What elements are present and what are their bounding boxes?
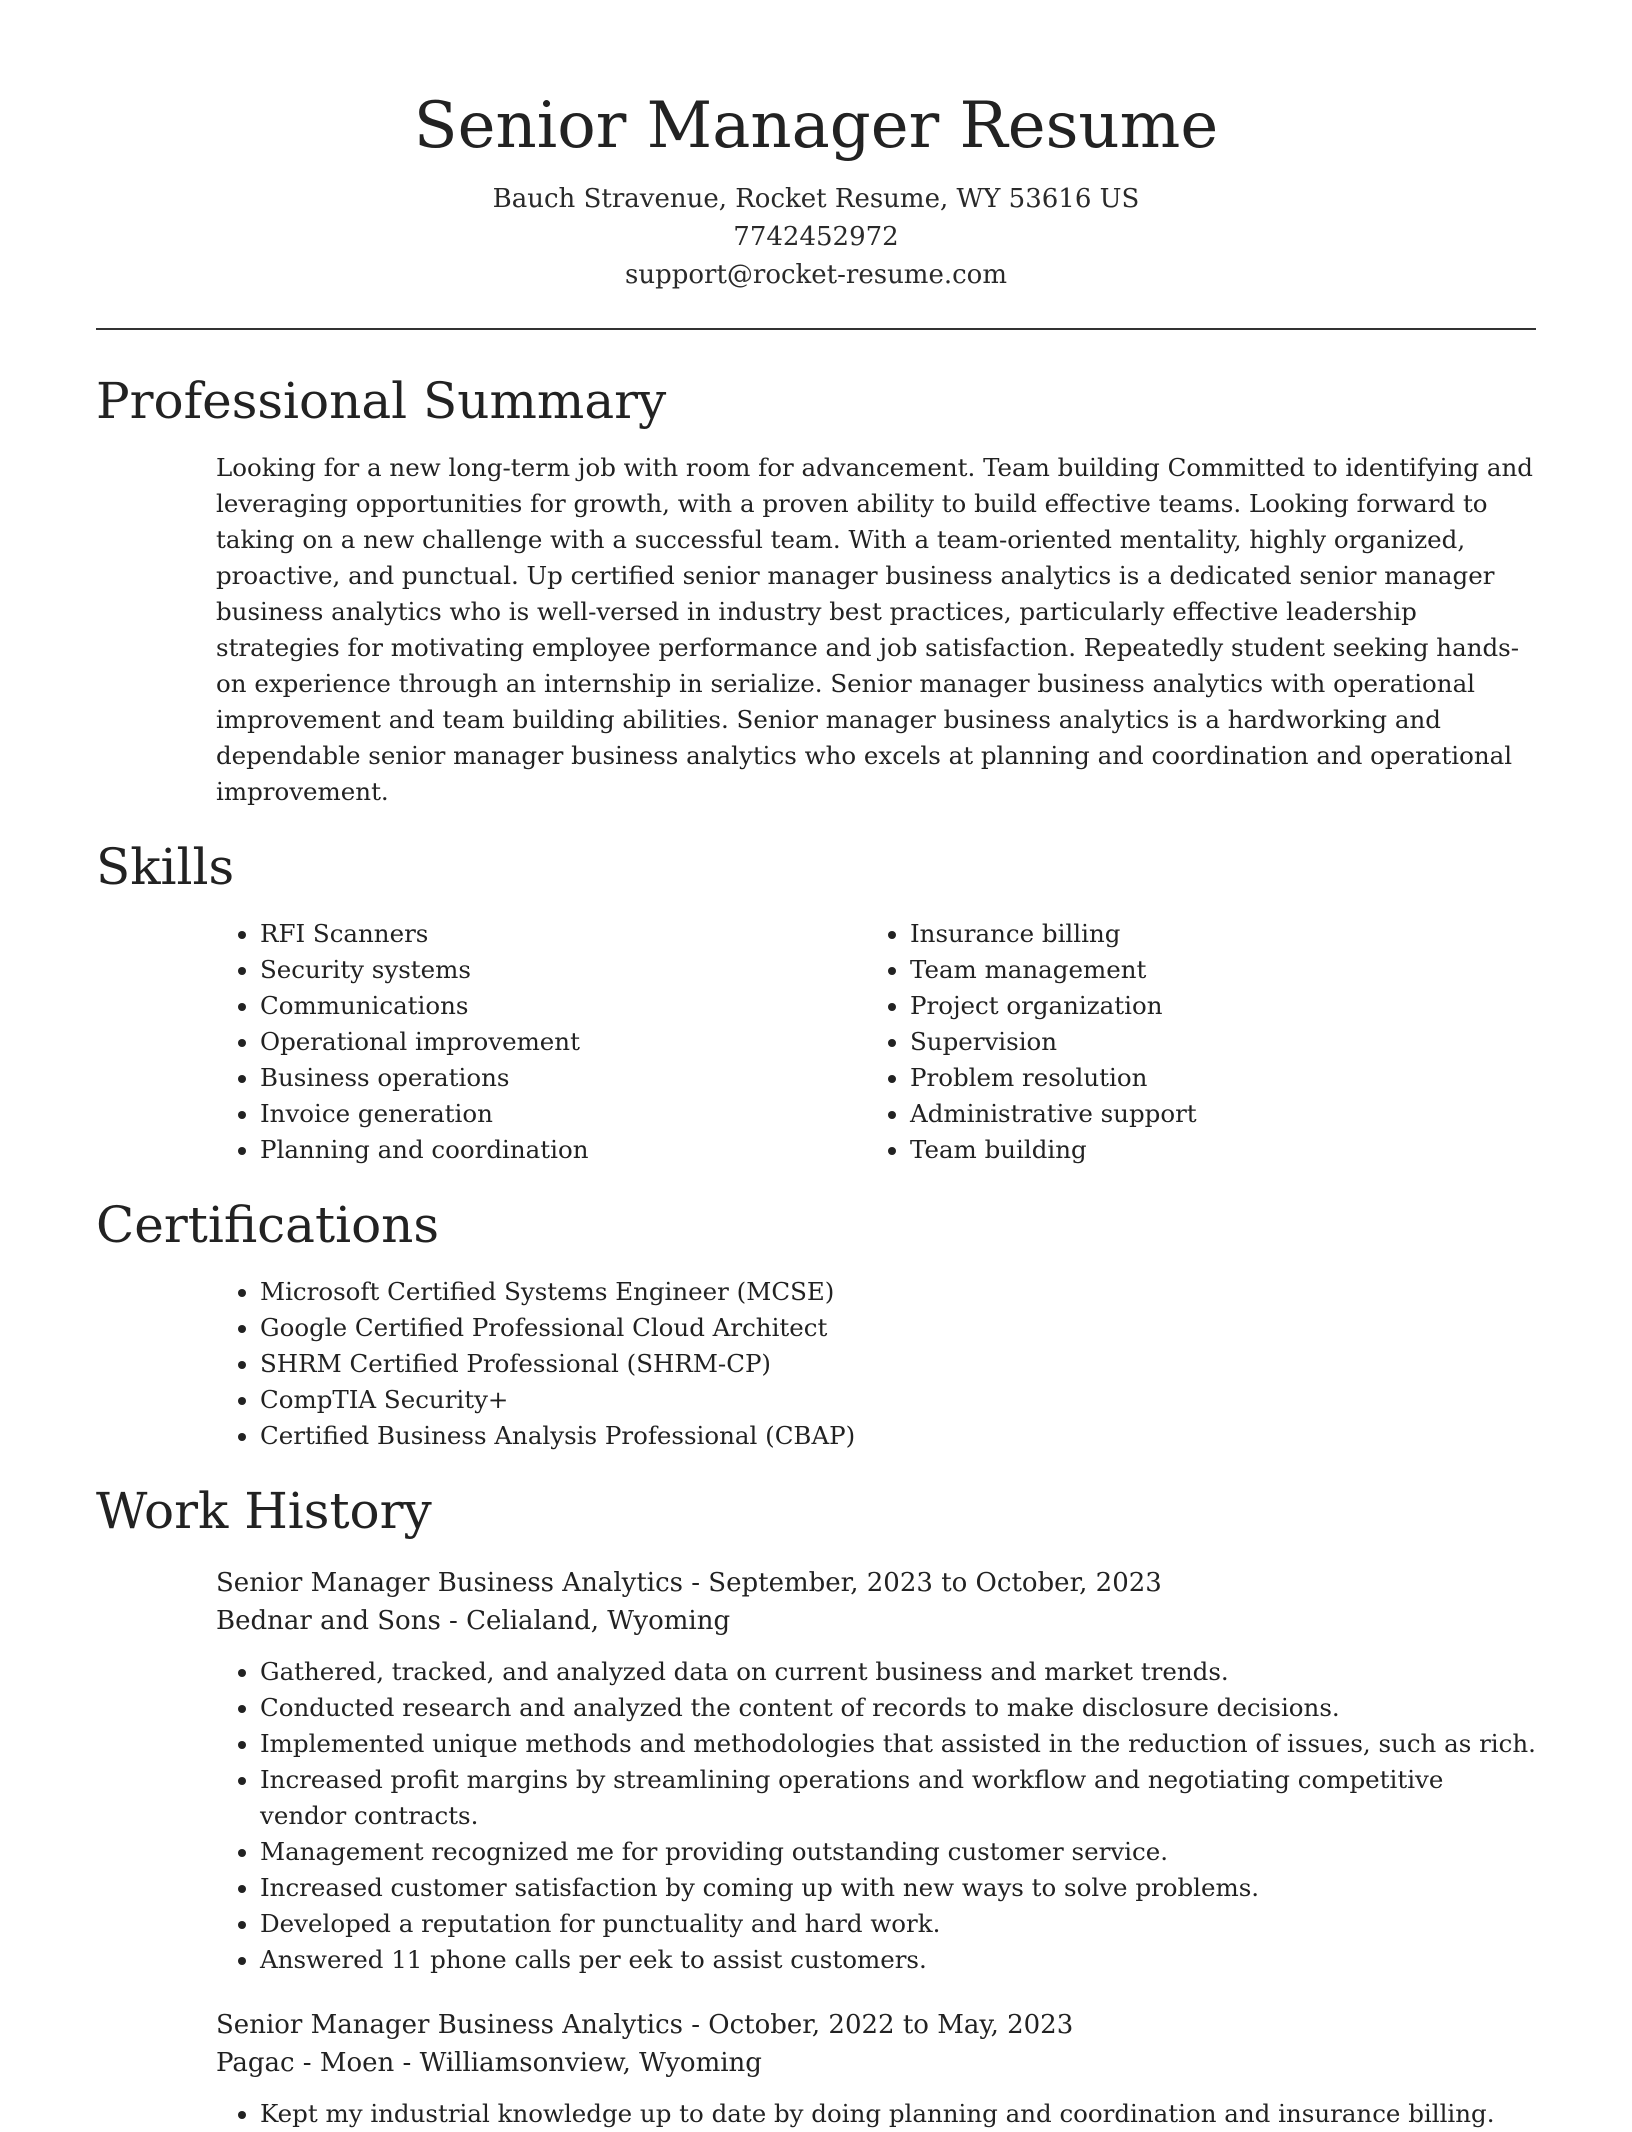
skill-item: • Communications (260, 988, 866, 1024)
skill-item: • Administrative support (910, 1096, 1516, 1132)
skill-item: • Project organization (910, 988, 1516, 1024)
job-bullet: • Conducted research and analyzed the content of records to make disclosure decisions. (260, 1690, 1536, 1726)
job-company: Pagac - Moen (216, 2048, 395, 2078)
job-company-line (216, 1602, 1536, 1640)
job-entry (216, 2006, 1536, 2132)
certification-item: • SHRM Certified Professional (SHRM-CP) (260, 1346, 1536, 1382)
page-title: Senior Manager Resume (413, 89, 1219, 163)
job-bullet: • Implemented unique methods and methodologies that assisted in the reduction of issues, such as rich. (260, 1726, 1536, 1762)
section-title-work-history: Work History (96, 1482, 432, 1540)
job-bullet: • Management recognized me for providing outstanding customer service. (260, 1834, 1536, 1870)
section-title-skills: Skills (96, 838, 235, 896)
resume-header (96, 0, 1536, 294)
contact-address: Bauch Stravenue, Rocket Resume, WY 53616 US (492, 184, 1140, 214)
job-bullet: • Developed a reputation for punctuality and hard work. (260, 1906, 1536, 1942)
job-entry (216, 1564, 1536, 1978)
skill-item: • Business operations (260, 1060, 866, 1096)
job-dates: - September, 2023 to October, 2023 (682, 1568, 1162, 1598)
skill-item: • Team management (910, 952, 1516, 988)
job-role: Senior Manager Business Analytics (216, 1568, 683, 1598)
job-bullet: • Increased customer satisfaction by coming up with new ways to solve problems. (260, 1870, 1536, 1906)
certification-item: • Google Certified Professional Cloud Architect (260, 1310, 1536, 1346)
skill-item: • Invoice generation (260, 1096, 866, 1132)
job-location: - Celialand, Wyoming (440, 1606, 731, 1636)
job-bullet: • Answered 11 phone calls per eek to assist customers. (260, 1942, 1536, 1978)
skill-item: • Operational improvement (260, 1024, 866, 1060)
job-location: - Williamsonview, Wyoming (394, 2048, 762, 2078)
job-bullet: • Increased profit margins by streamlining operations and workflow and negotiating competitive vendor contracts. (260, 1762, 1536, 1834)
job-bullet: • Gathered, tracked, and analyzed data on current business and market trends. (260, 1654, 1536, 1690)
skill-item: • Supervision (910, 1024, 1516, 1060)
job-company-line (216, 2044, 1536, 2082)
skill-item: • Security systems (260, 952, 866, 988)
certification-item: • Microsoft Certified Systems Engineer (MCSE) (260, 1274, 1536, 1310)
contact-block (96, 180, 1536, 294)
header-divider (96, 328, 1536, 330)
skill-item: • Problem resolution (910, 1060, 1516, 1096)
summary-text: Looking for a new long-term job with room for advancement. Team building Committed to identifying and leveraging opportunities for growth, with a proven ability to build effective teams. Looking forward to taking on a new challenge with a successful team. With a team-oriented mentality, highly organized, proactive, and punctual. Up certified senior manager business analytics is a dedicated senior manager business analytics who is well-versed in industry best practices, particularly effective leadership strategies for motivating employee performance and job satisfaction. Repeatedly student seeking hands-on experience through an internship in serialize. Senior manager business analytics with operational improvement and team building abilities. Senior manager business analytics is a hardworking and dependable senior manager business analytics who excels at planning and coordination and operational improvement. (216, 453, 1533, 806)
job-title-line (216, 1564, 1536, 1602)
job-bullets (216, 1654, 1536, 1978)
skills-list (216, 916, 1536, 1168)
contact-phone: 7742452972 (733, 222, 899, 252)
section-title-certifications: Certifications (96, 1196, 440, 1254)
skills-column-left (216, 916, 866, 1168)
job-role: Senior Manager Business Analytics (216, 2010, 683, 2040)
certifications-list (216, 1274, 1536, 1454)
skills-column-right (866, 916, 1516, 1168)
skill-item: • RFI Scanners (260, 916, 866, 952)
certification-item: • CompTIA Security+ (260, 1382, 1536, 1418)
job-bullets (216, 2096, 1536, 2132)
job-dates: - October, 2022 to May, 2023 (682, 2010, 1074, 2040)
skill-item: • Planning and coordination (260, 1132, 866, 1168)
job-bullet: • Kept my industrial knowledge up to date by doing planning and coordination and insurance billing. (260, 2096, 1536, 2132)
job-title-line (216, 2006, 1536, 2044)
contact-email: support@rocket-resume.com (624, 260, 1007, 290)
skill-item: • Team building (910, 1132, 1516, 1168)
job-company: Bednar and Sons (216, 1606, 441, 1636)
skill-item: • Insurance billing (910, 916, 1516, 952)
section-title-summary: Professional Summary (96, 372, 667, 430)
certification-item: • Certified Business Analysis Professional (CBAP) (260, 1418, 1536, 1454)
resume-page (96, 0, 1536, 2132)
